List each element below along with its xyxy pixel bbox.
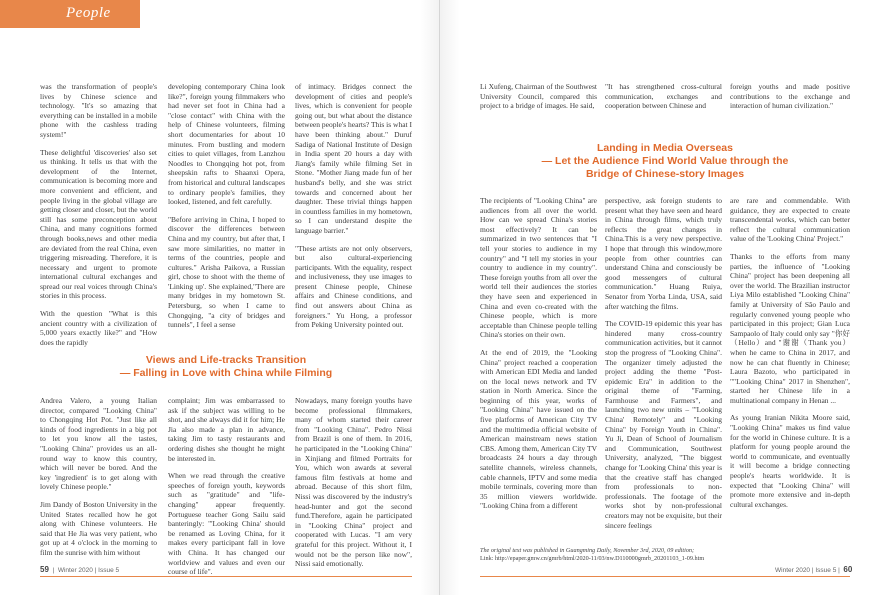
left-col2-top [168,82,285,330]
paragraph: perspective, ask foreign students to present what they have seen and heard in China through films, which truly reflects the great changes in China.This is a very new perspective. I hope that through this window,more people from other countries can understand China and consciously be good messengers of cultural communication." Huang Ruiya, Senator from Yorba Linda, USA, said after watching the films. [605,196,722,311]
section-title: People [66,5,111,21]
right-col2-top [605,82,722,111]
left-footer-rule [40,576,412,577]
page-number: 60 [843,565,853,574]
right-col1-top [480,82,597,111]
right-col3-bottom [730,196,850,509]
spine-shadow [420,0,460,595]
paragraph: Jim Dandy of Boston University in the United States recalled how he got along with Chinese volunteers. He said that He Jia was very patient, who got up at 4 o'clock in the morning to film the sunrise with him without [40,499,157,557]
right-section-heading [480,142,850,181]
left-col2-bottom [168,396,285,577]
right-footer [775,565,852,574]
paragraph: "These artists are not only observers, but also cultural-experiencing participants. With the equality, respect and inclusiveness, they use images to present Chinese people, Chinese affairs and Chinese conditions, and find out answers about China as foreigners." Yu Hong, a professor from Peking University pointed out. [295,243,412,330]
left-col1-bottom [40,396,157,558]
paragraph: The recipients of "Looking China" are audiences from all over the world. How can we spread China's stories most effectively? It can be summarized in two sentences that "I tell your stories to audience in my country" and "I tell my stories in your country to audience in my country". These foreign youths from all over the world tell their audiences the stories they have seen and experienced in China and even co-created with the Chinese people, which is more acceptable than Chinese people telling China's stories on their own. [480,196,597,340]
paragraph: Thanks to the efforts from many parties, the influence of "Looking China" project has been deepening all over the world. The Brazilian instructor Liya Milo established "Looking China" family at University of São Paulo and regularly convened young people who participated in this project; Gian Luca Sampaolo of Italy could only say "你好（Hello）and "谢谢（Thank you）when he came to China in 2017, and now he can chat fluently in Chinese; Laura Bazoto, who participated in ""Looking China" 2017 in Shenzhen", started her Chinese life in a multinational company in Henan ... [730,251,850,405]
paragraph: developing contemporary China look like?", foreign young filmmakers who had never set foot in China had a "close contact" with China with the help of Chinese volunteers, filming short documentaries for about 10 minutes. From bustling and modern cities to quiet villages, from Lanzhou Noodles to Chongqing hot pot, from sheepskin rafts to Shaanxi Opera, from historical and cultural landscapes to ordinary people's families, they looked, listened, and felt carefully. [168,82,285,207]
page-number: 59 [40,565,49,574]
source-note [480,547,850,564]
paragraph: foreign youths and made positive contributions to the exchange and interaction of human civilization." [730,82,850,111]
heading-line: Bridge of Chinese-story Images [585,168,745,180]
issue-label: Winter 2020 | Issue 5 [57,567,120,574]
left-col1-top [40,82,157,347]
section-tab [0,0,140,28]
heading-line: Views and Life-tracks Transition [145,354,307,366]
paragraph: of intimacy. Bridges connect the development of cities and people's lives, which is convenient for people going out, but what about the distance between people's hearts? This is what I have been thinking about." Duruf Sadiga of National Institute of Design in India spent 20 hours a day with Jiang's family while filming Set in Stone. "Mother Jiang made fun of her husband's belly, and she was strict towards and concerned about her daughter. These trivial things happen in countless families in my hometown, so I can understand despite the language barrier." [295,82,413,235]
paragraph: As young Iranian Nikita Moore said, "Looking China" makes us find value for the world in Chinese culture. It is a platform for young people around the world to communicate, and eventually it will become a bridge connecting people's hearts worldwide. It is expected that "Looking China" will promote more extensive and in-depth cultural exchanges. [730,413,850,509]
paragraph: At the end of 2019, the "Looking China" project reached a cooperation with American EDI Media and landed on the local news network and TV station in North America. Since the beginning of this year, works of "Looking China" have issued on the five platforms of American City TV and the multimedia official website of American mainstream news station CBS. Among them, American City TV broadcasts 24 hours a day through satellite channels, wireless channels, cable channels, IPTV and some media mobile terminals, covering more than 35 million viewers worldwide. "Looking China from a different [480,347,597,511]
heading-line: — Let the Audience Find World Value through the [541,155,789,167]
paragraph: When we read through the creative speeches of foreign youth, keywords such as "gratitude" and "life-changing" appear frequently. Portuguese teacher Gong Sailu said banteringly: "'Looking China' should be renamed as Loving China, for it makes every participant fall in love with China. It has changed our worldview and values and even our course of life". [168,471,285,577]
source-citation: The original text was published in Guangming Daily, November 3rd, 2020, 09 edition; [480,547,695,554]
paragraph: "It has strengthened cross-cultural communication, exchanges and cooperation between Chinese and [605,82,722,111]
paragraph: These delightful 'discoveries' also set us thinking. It tells us that with the development of the Internet, communication is becoming more and more convenient and efficient, and people living in the global village are getting closer and closer, but the world still has some preconception about China, and many cognitions formed through books,news and other media are deviated from the real China, even triggering misreading. Therefore, it is necessary and urgent to promote international cultural exchanges and spread our real voices through China's stories in this process. [40,147,157,301]
right-col3-top [730,82,850,111]
paragraph: are rare and commendable. With guidance, they are expected to create transcendental works, which can better reflect the cultural communication value of the 'Looking China' Project." [730,196,850,244]
paragraph: Li Xufeng, Chairman of the Southwest University Council, compared this project to a bridge of images. He said, [480,82,597,111]
heading-line: Landing in Media Overseas [597,142,733,154]
heading-line: — Falling in Love with China while Filming [119,367,333,379]
spine [439,0,440,595]
left-section-heading [40,354,412,380]
paragraph: complaint; Jim was embarrassed to ask if the subject was willing to be shot, and she always did it for him; He Jia also made a plan in advance, taking Jim to tasty restaurants and ordering dishes she thought he might be interested in. [168,396,285,463]
paragraph: "Before arriving in China, I hoped to discover the differences between China and my country, but after that, I saw more similarities, no matter in terms of the countries, people and cultures." Arisha Paikova, a Russian girl, chose to shoot with the theme of 'Linking up'. She explained,"There are many bridges in my hometown St. Petersburg, so when I came to Chongqing, "a city of bridges and tunnels", I feel a sense [168,214,285,330]
right-col2-bottom [605,196,722,530]
paragraph: The COVID-19 epidemic this year has hindered many cross-country communication activities, but it cannot stop the progress of "Looking China". The organizer timely adjusted the project adding the theme "Post-epidemic Era" in addition to the original theme of "Farming, Farmhouse and Farmers", and launching two new units – "'Looking China' Remotely" and "Looking China" by Foreign Youth in China". Yu Ji, Dean of School of Journalism and Communication, Southwest University, analyzed, "The biggest change for 'Looking China' this year is that the creative staff has changed from professionals to non-professionals. The footage of the works shot by non-professional creators may not be exquisite, but their sincere feelings [605,319,722,530]
right-footer-rule [480,576,850,577]
paragraph: With the question "What is this ancient country with a civilization of 5,000 years exactly like?" and "How does the rapidly [40,309,157,347]
left-col3-bottom [295,396,412,569]
paragraph: was the transformation of people's lives by Chinese science and technology. "It's so amazing that everything can be installed in a mobile phone with the cashless trading system!" [40,82,157,139]
paragraph: Nowadays, many foreign youths have become professional filmmakers, many of whom started their career from "Looking China". Pedro Nissi from Brazil is one of them. In 2016, he participated in the "Looking China" in Xinjiang and filmed Portraits for You, which won awards at several famous film festivals at home and abroad. Because of this short film, Nissi was discovered by the industry's head-hunter and got the second fund.Therefore, again he participated in "Looking China" project and cooperated with Lucas. "I am very grateful for this project. Without it, I would not be the person like now", Nissi said emotionally. [295,396,412,569]
paragraph: Andrea Valero, a young Italian director, compared "Looking China" to Chongqing Hot Pot. "Just like all kinds of food ingredients in a big pot to let you know all the tastes, "Looking China" provides us an all-round way to know this country, which will never be bored. And the key 'ingredient' is to get along with lovely Chinese people." [40,396,157,492]
right-col1-bottom [480,196,597,511]
left-col3-top [295,82,412,330]
issue-label: Winter 2020 | Issue 5 | [775,567,840,574]
source-link[interactable]: Link: http://epaper.gmw.cn/gmrb/html/2020-11/03/nw.D110000gmrb_20201103_1-09.htm [480,555,705,563]
left-footer: 59 | Winter 2020 | Issue 5 [40,565,120,574]
